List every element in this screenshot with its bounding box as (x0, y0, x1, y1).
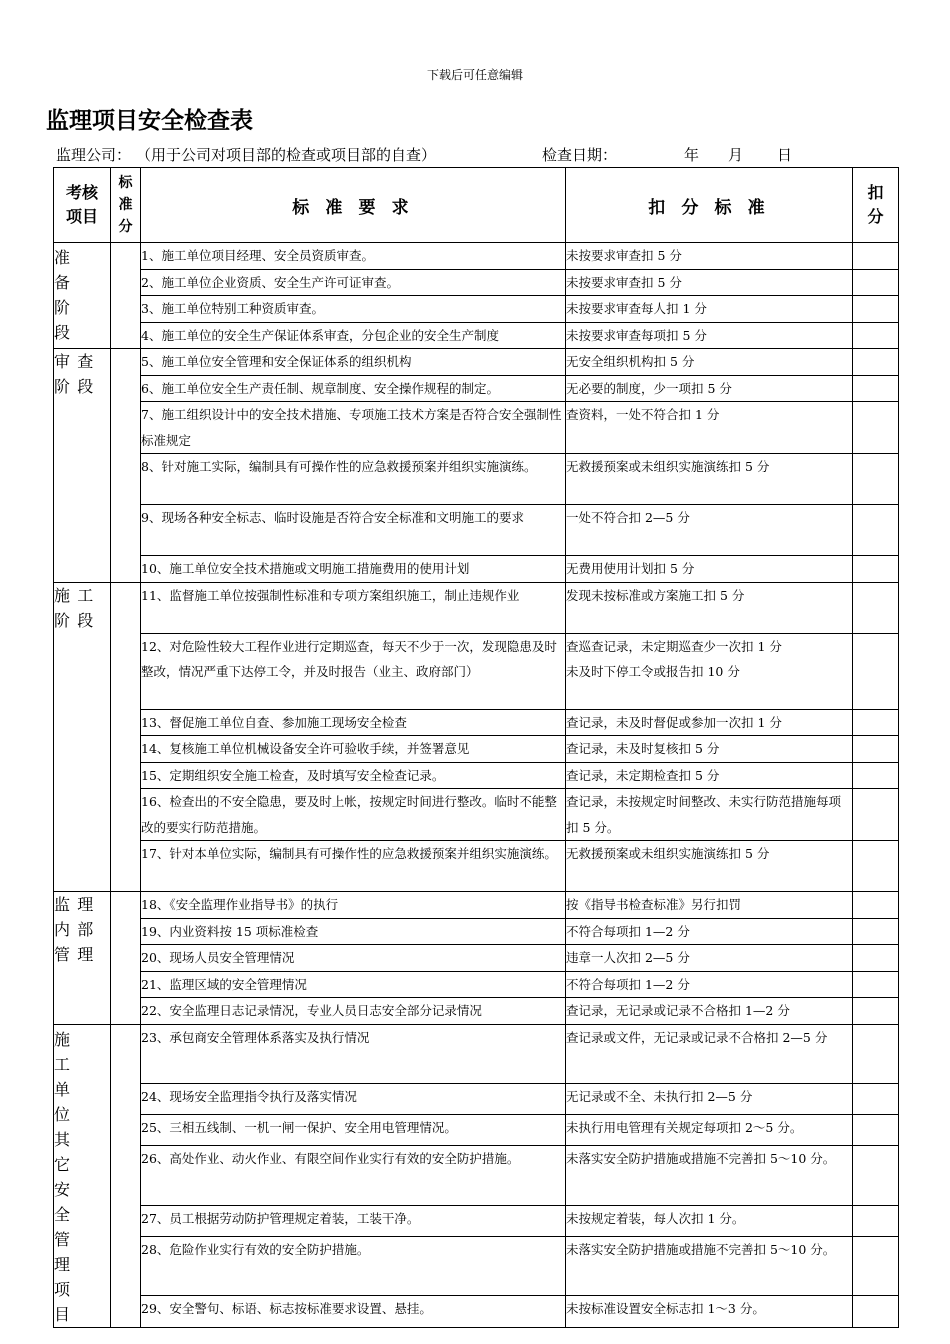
requirement-cell: 14、复核施工单位机械设备安全许可验收手续，并签署意见 (141, 736, 566, 763)
requirement-cell: 27、员工根据劳动防护管理规定着装，工装干净。 (141, 1205, 566, 1236)
requirement-cell: 7、施工组织设计中的安全技术措施、专项施工技术方案是否符合安全强制性标准规定 (141, 402, 566, 454)
deduction-line: 不符合每项扣 1—2 分 (566, 923, 690, 939)
requirement-cell: 4、施工单位的安全生产保证体系审查，分包企业的安全生产制度 (141, 322, 566, 349)
deduction-cell (566, 945, 853, 972)
table-row (54, 789, 899, 841)
deduction-cell (566, 709, 853, 736)
requirement-cell: 16、检查出的不安全隐患，要及时上帐，按规定时间进行整改。临时不能整改的要实行防范措施。 (141, 789, 566, 841)
requirement-cell: 19、内业资料按 15 项标准检查 (141, 918, 566, 945)
deduction-line: 未落实安全防护措施或措施不完善扣 5～10 分。 (566, 1241, 836, 1257)
category-line: 施 工 (54, 1029, 78, 1074)
score-input-cell[interactable] (853, 556, 899, 583)
requirement-cell: 3、施工单位特别工种资质审查。 (141, 296, 566, 323)
deduction-cell (566, 582, 853, 633)
deduction-line: 无救援预案或未组织实施演练扣 5 分 (566, 846, 770, 861)
deduction-cell (566, 1084, 853, 1115)
deduction-cell (566, 375, 853, 402)
category-line: 项 (54, 1279, 78, 1299)
table-row (54, 998, 899, 1025)
requirement-cell: 22、安全监理日志记录情况，专业人员日志安全部分记录情况 (141, 998, 566, 1025)
deduction-line: 不符合每项扣 1—2 分 (566, 976, 690, 992)
requirement-cell: 28、危险作业实行有效的安全防护措施。 (141, 1236, 566, 1296)
deduction-cell (566, 1296, 853, 1327)
score-input-cell[interactable] (853, 709, 899, 736)
deduction-cell (566, 1236, 853, 1296)
deduction-line: 无安全组织机构扣 5 分 (566, 354, 695, 369)
requirement-cell: 26、高处作业、动火作业、有限空间作业实行有效的安全防护措施。 (141, 1146, 566, 1206)
category-line: 审查 (54, 352, 101, 371)
table-row (54, 736, 899, 763)
category-cell (54, 582, 111, 892)
category-cell (54, 349, 111, 583)
header-deduction: 扣 分 标 准 (566, 168, 853, 243)
deduction-line: 未按要求审查每人扣 1 分 (566, 301, 707, 316)
deduction-line: 查巡查记录，未定期巡查少一次扣 1 分 (566, 638, 782, 654)
deduction-cell (566, 892, 853, 919)
deduction-cell (566, 998, 853, 1025)
table-row (54, 322, 899, 349)
score-input-cell[interactable] (853, 998, 899, 1025)
header-standard-score: 标 准 分 (111, 168, 141, 243)
category-line: 管 理 (54, 1229, 78, 1274)
score-input-cell[interactable] (853, 322, 899, 349)
category-line: 阶 (54, 298, 78, 317)
table-row (54, 296, 899, 323)
standard-score-cell (111, 1024, 141, 1327)
table-row (54, 709, 899, 736)
score-input-cell[interactable] (853, 633, 899, 709)
deduction-line: 未按标准设置安全标志扣 1～3 分。 (566, 1301, 765, 1317)
date-day: 日 (777, 146, 793, 164)
requirement-cell: 2、施工单位企业资质、安全生产许可证审查。 (141, 269, 566, 296)
requirement-cell: 9、现场各种安全标志、临时设施是否符合安全标准和文明施工的要求 (141, 505, 566, 556)
score-input-cell[interactable] (853, 349, 899, 376)
deduction-line: 无必要的制度，少一项扣 5 分 (566, 380, 732, 396)
company-label: 监理公司： (56, 146, 132, 164)
requirement-cell: 6、施工单位安全生产责任制、规章制度、安全操作规程的制定。 (141, 375, 566, 402)
deduction-cell (566, 971, 853, 998)
category-line: 安 全 (54, 1179, 78, 1224)
table-row (54, 505, 899, 556)
score-input-cell[interactable] (853, 1236, 899, 1296)
table-row (54, 349, 899, 376)
table-row (54, 269, 899, 296)
table-row (54, 1236, 899, 1296)
table-row (54, 402, 899, 454)
table-row (54, 633, 899, 709)
table-row (54, 1115, 899, 1146)
deduction-line: 查记录，未定期检查扣 5 分 (566, 767, 720, 783)
deduction-cell (566, 841, 853, 892)
score-input-cell[interactable] (853, 582, 899, 633)
table-row (54, 918, 899, 945)
requirement-cell: 20、现场人员安全管理情况 (141, 945, 566, 972)
table-body (54, 243, 899, 1328)
deduction-cell (566, 402, 853, 454)
category-line: 单 位 (54, 1079, 78, 1124)
score-input-cell[interactable] (853, 1205, 899, 1236)
category-line: 目 (54, 1304, 78, 1324)
table-row (54, 1296, 899, 1327)
table-row (54, 1146, 899, 1206)
requirement-cell: 1、施工单位项目经理、安全员资质审查。 (141, 243, 566, 270)
category-line: 阶段 (54, 377, 101, 396)
score-input-cell[interactable] (853, 243, 899, 270)
score-input-cell[interactable] (853, 762, 899, 789)
category-line: 其 它 (54, 1129, 78, 1174)
deduction-cell (566, 296, 853, 323)
deduction-line: 按《指导书检查标准》另行扣罚 (566, 897, 742, 912)
score-input-cell[interactable] (853, 736, 899, 763)
deduction-line: 未执行用电管理有关规定每项扣 2～5 分。 (566, 1120, 803, 1136)
deduction-line: 查记录，未按规定时间整改、未实行防范措施每项扣 5 分。 (566, 794, 842, 835)
category-cell (54, 892, 111, 1025)
score-input-cell[interactable] (853, 945, 899, 972)
table-row (54, 375, 899, 402)
requirement-cell: 11、监督施工单位按强制性标准和专项方案组织施工，制止违规作业 (141, 582, 566, 633)
deduction-cell (566, 322, 853, 349)
requirement-cell: 13、督促施工单位自查、参加施工现场安全检查 (141, 709, 566, 736)
requirement-cell: 8、针对施工实际，编制具有可操作性的应急救援预案并组织实施演练。 (141, 454, 566, 505)
score-input-cell[interactable] (853, 505, 899, 556)
requirement-cell: 17、针对本单位实际，编制具有可操作性的应急救援预案并组织实施演练。 (141, 841, 566, 892)
deduction-cell (566, 243, 853, 270)
deduction-cell (566, 349, 853, 376)
category-cell (54, 1024, 111, 1327)
table-row (54, 945, 899, 972)
score-input-cell[interactable] (853, 269, 899, 296)
category-line: 监理 (54, 895, 101, 914)
header-score: 扣 分 (853, 168, 899, 243)
deduction-line: 无费用使用计划扣 5 分 (566, 561, 695, 576)
table-header-row (54, 168, 899, 243)
deduction-cell (566, 1205, 853, 1236)
deduction-line: 无记录或不全、未执行扣 2—5 分 (566, 1089, 753, 1105)
category-cell (54, 243, 111, 349)
requirement-cell: 29、安全警句、标语、标志按标准要求设置、悬挂。 (141, 1296, 566, 1327)
deduction-line: 发现未按标准或方案施工扣 5 分 (566, 587, 745, 603)
requirement-cell: 24、现场安全监理指令执行及落实情况 (141, 1084, 566, 1115)
score-input-cell[interactable] (853, 1146, 899, 1206)
deduction-cell (566, 918, 853, 945)
deduction-cell (566, 269, 853, 296)
header-requirements: 标 准 要 求 (141, 168, 566, 243)
table-row (54, 971, 899, 998)
table-row (54, 243, 899, 270)
standard-score-cell (111, 892, 141, 1025)
category-line: 阶段 (54, 610, 101, 630)
table-row (54, 762, 899, 789)
standard-score-cell (111, 243, 141, 349)
table-row (54, 841, 899, 892)
header-category: 考核 项目 (54, 168, 111, 243)
deduction-cell (566, 1146, 853, 1206)
deduction-cell (566, 556, 853, 583)
requirement-cell: 18、《安全监理作业指导书》的执行 (141, 892, 566, 919)
score-input-cell[interactable] (853, 375, 899, 402)
deduction-cell (566, 454, 853, 505)
category-line: 内部 (54, 920, 101, 939)
header-note: 下载后可任意编辑 (426, 68, 523, 82)
deduction-line: 无救援预案或未组织实施演练扣 5 分 (566, 459, 770, 474)
company-note: （用于公司对项目部的检查或项目部的自查） (136, 146, 437, 164)
table-row (54, 556, 899, 583)
deduction-cell (566, 1115, 853, 1146)
score-input-cell[interactable] (853, 971, 899, 998)
score-input-cell[interactable] (853, 918, 899, 945)
standard-score-cell (111, 349, 141, 583)
deduction-cell (566, 505, 853, 556)
deduction-line: 一处不符合扣 2—5 分 (566, 510, 690, 525)
deduction-line: 未及时下停工令或报告扣 10 分 (566, 664, 740, 679)
deduction-line: 未按要求审查扣 5 分 (566, 248, 682, 263)
score-input-cell[interactable] (853, 1084, 899, 1115)
deduction-cell (566, 1024, 853, 1084)
score-input-cell[interactable] (853, 789, 899, 841)
requirement-cell: 21、监理区域的安全管理情况 (141, 971, 566, 998)
category-line: 准 备 (54, 248, 78, 292)
date-month: 月 (728, 146, 744, 164)
deduction-line: 违章一人次扣 2—5 分 (566, 950, 690, 965)
deduction-cell (566, 736, 853, 763)
category-line: 施工 (54, 585, 101, 605)
table-row (54, 1024, 899, 1084)
deduction-line: 查记录，未及时复核扣 5 分 (566, 741, 720, 756)
score-input-cell[interactable] (853, 892, 899, 919)
score-input-cell[interactable] (853, 454, 899, 505)
requirement-cell: 5、施工单位安全管理和安全保证体系的组织机构 (141, 349, 566, 376)
deduction-cell (566, 762, 853, 789)
table-row (54, 892, 899, 919)
table-row (54, 1205, 899, 1236)
score-input-cell[interactable] (853, 296, 899, 323)
score-input-cell[interactable] (853, 402, 899, 454)
category-line: 段 (54, 323, 78, 342)
deduction-cell (566, 789, 853, 841)
requirement-cell: 10、施工单位安全技术措施或文明施工措施费用的使用计划 (141, 556, 566, 583)
deduction-line: 查记录或文件，无记录或记录不合格扣 2—5 分 (566, 1029, 828, 1045)
date-label: 检查日期： (542, 146, 618, 164)
score-input-cell[interactable] (853, 841, 899, 892)
deduction-line: 未按要求审查每项扣 5 分 (566, 327, 707, 343)
score-input-cell[interactable] (853, 1296, 899, 1327)
requirement-cell: 25、三相五线制、一机一闸一保护、安全用电管理情况。 (141, 1115, 566, 1146)
deduction-line: 查记录，无记录或记录不合格扣 1—2 分 (566, 1003, 790, 1018)
table-row (54, 582, 899, 633)
deduction-line: 查记录，未及时督促或参加一次扣 1 分 (566, 714, 782, 730)
deduction-line: 未按要求审查扣 5 分 (566, 274, 682, 290)
meta-line (56, 144, 896, 164)
table-row (54, 454, 899, 505)
requirement-cell: 23、承包商安全管理体系落实及执行情况 (141, 1024, 566, 1084)
document-title: 监理项目安全检查表 (46, 108, 253, 134)
requirement-cell: 15、定期组织安全施工检查，及时填写安全检查记录。 (141, 762, 566, 789)
requirement-cell: 12、对危险性较大工程作业进行定期巡查，每天不少于一次，发现隐患及时整改，情况严重下达停工令，并及时报告（业主、政府部门） (141, 633, 566, 709)
category-line: 管理 (54, 945, 101, 964)
date-year: 年 (684, 146, 700, 164)
standard-score-cell (111, 582, 141, 892)
table-row (54, 1084, 899, 1115)
score-input-cell[interactable] (853, 1115, 899, 1146)
deduction-cell (566, 633, 853, 709)
deduction-line: 未按规定着装，每人次扣 1 分。 (566, 1210, 745, 1226)
inspection-table (53, 167, 899, 1328)
deduction-line: 未落实安全防护措施或措施不完善扣 5～10 分。 (566, 1151, 836, 1167)
score-input-cell[interactable] (853, 1024, 899, 1084)
deduction-line: 查资料，一处不符合扣 1 分 (566, 407, 720, 422)
